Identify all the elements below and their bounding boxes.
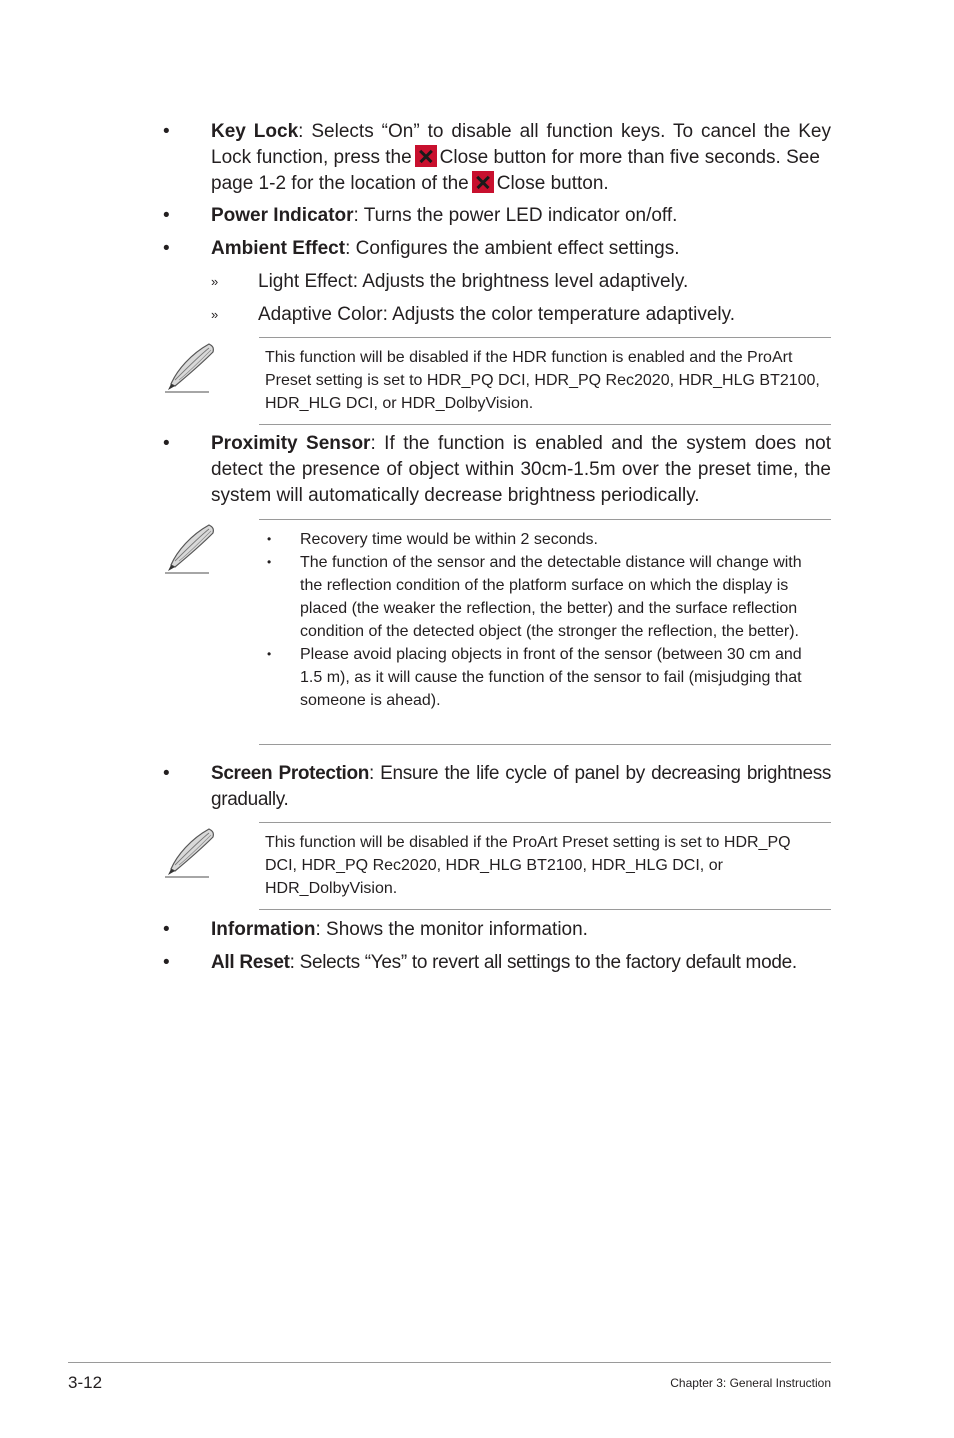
screen-protection-term: Screen Protection (211, 763, 369, 784)
key-lock-desc-2a: Lock function, press the (211, 147, 412, 168)
close-x-icon (472, 171, 494, 193)
all-reset-desc: : Selects “Yes” to revert all settings to the factory default mode. (289, 952, 797, 973)
bullet-all-reset (163, 950, 831, 976)
note-text: This function will be disabled if the ProArt Preset setting is set to HDR_PQ DCI, HDR_PQ Rec2020, HDR_HLG BT2100, HDR_HLG DCI, or HDR_DolbyVision. (265, 834, 791, 897)
ambient-effect-text (211, 236, 831, 262)
proximity-sensor-term: Proximity Sensor (211, 433, 371, 454)
all-reset-text (211, 950, 831, 976)
information-text (211, 917, 831, 943)
bullet-screen-protection (163, 761, 831, 813)
bullet-dot: • (163, 763, 170, 784)
note-list (265, 528, 821, 712)
note-item-text: Recovery time would be within 2 seconds. (300, 531, 598, 548)
bullet-dot: • (163, 205, 170, 226)
bullet-dot: • (163, 238, 170, 259)
sub-marker: » (211, 307, 219, 322)
sub-item-label: Adaptive Color: Adjusts the color temperature adaptively. (258, 304, 736, 325)
note-box (259, 337, 831, 425)
power-indicator-text (211, 203, 831, 229)
information-term: Information (211, 919, 316, 940)
small-bullet: • (267, 555, 272, 569)
ambient-effect-term: Ambient Effect (211, 238, 346, 259)
note-item-text: The function of the sensor and the detectable distance will change with the reflection condition of the platform surface on which the display is placed (the weaker the reflection, the better) and the surface reflection condition of the detected object (the stronger the reflection, the better). (300, 554, 802, 640)
bullet-dot: • (163, 121, 170, 142)
power-indicator-desc: : Turns the power LED indicator on/off. (353, 205, 678, 226)
pencil-note-icon (163, 825, 219, 881)
key-lock-term: Key Lock (211, 121, 299, 142)
note-list-item (265, 551, 821, 643)
bullet-dot: • (163, 919, 170, 940)
key-lock-desc-3a: page 1-2 for the location of the (211, 173, 469, 194)
footer-divider (68, 1362, 831, 1363)
small-bullet: • (267, 647, 272, 661)
key-lock-desc-1: : Selects “On” to disable all function keys. To cancel the Key (298, 121, 831, 142)
sub-marker: » (211, 274, 219, 289)
screen-protection-desc: : Ensure the life cycle of panel by decreasing brightness gradually. (211, 763, 831, 810)
bullet-information (163, 917, 831, 943)
bullet-power-indicator (163, 203, 831, 229)
note-box (259, 822, 831, 910)
power-indicator-term: Power Indicator (211, 205, 354, 226)
sub-item-adaptive-color (211, 302, 831, 328)
note-proximity (163, 519, 831, 745)
note-list-item (265, 528, 821, 551)
chapter-title: Chapter 3: General Instruction (670, 1376, 831, 1390)
key-lock-desc-3b: Close button. (496, 173, 609, 194)
pencil-note-icon (163, 521, 219, 577)
note-screen-protection (163, 822, 831, 910)
note-hdr (163, 337, 831, 425)
bullet-dot: • (163, 952, 170, 973)
close-x-icon (415, 145, 437, 167)
key-lock-text (211, 119, 831, 197)
screen-protection-text (211, 761, 831, 813)
note-list-item (265, 643, 821, 712)
page-number: 3-12 (68, 1373, 103, 1392)
key-lock-desc-2b: Close button for more than five seconds. See (439, 147, 820, 168)
small-bullet: • (267, 532, 272, 546)
information-desc: : Shows the monitor information. (315, 919, 588, 940)
all-reset-term: All Reset (211, 952, 290, 973)
pencil-note-icon (163, 340, 219, 396)
note-text: This function will be disabled if the HDR function is enabled and the ProArt Preset setting is set to HDR_PQ DCI, HDR_PQ Rec2020, HDR_HLG BT2100, HDR_HLG DCI, or HDR_DolbyVision. (265, 349, 820, 412)
note-box (259, 519, 831, 745)
bullet-dot: • (163, 433, 170, 454)
proximity-sensor-text (211, 431, 831, 509)
sub-item-label: Light Effect: Adjusts the brightness level adaptively. (258, 271, 689, 292)
bullet-ambient-effect (163, 236, 831, 262)
note-item-text: Please avoid placing objects in front of the sensor (between 30 cm and 1.5 m), as it will cause the function of the sensor to fail (misjudging that someone is ahead). (300, 646, 802, 709)
bullet-proximity-sensor (163, 431, 831, 509)
ambient-effect-desc: : Configures the ambient effect settings. (345, 238, 680, 259)
proximity-sensor-desc: : If the function is enabled and the system does not detect the presence of object within 30cm-1.5m over the preset time, the system will automatically decrease brightness periodically. (211, 433, 831, 506)
sub-item-light-effect (211, 269, 831, 295)
bullet-key-lock (163, 119, 831, 197)
